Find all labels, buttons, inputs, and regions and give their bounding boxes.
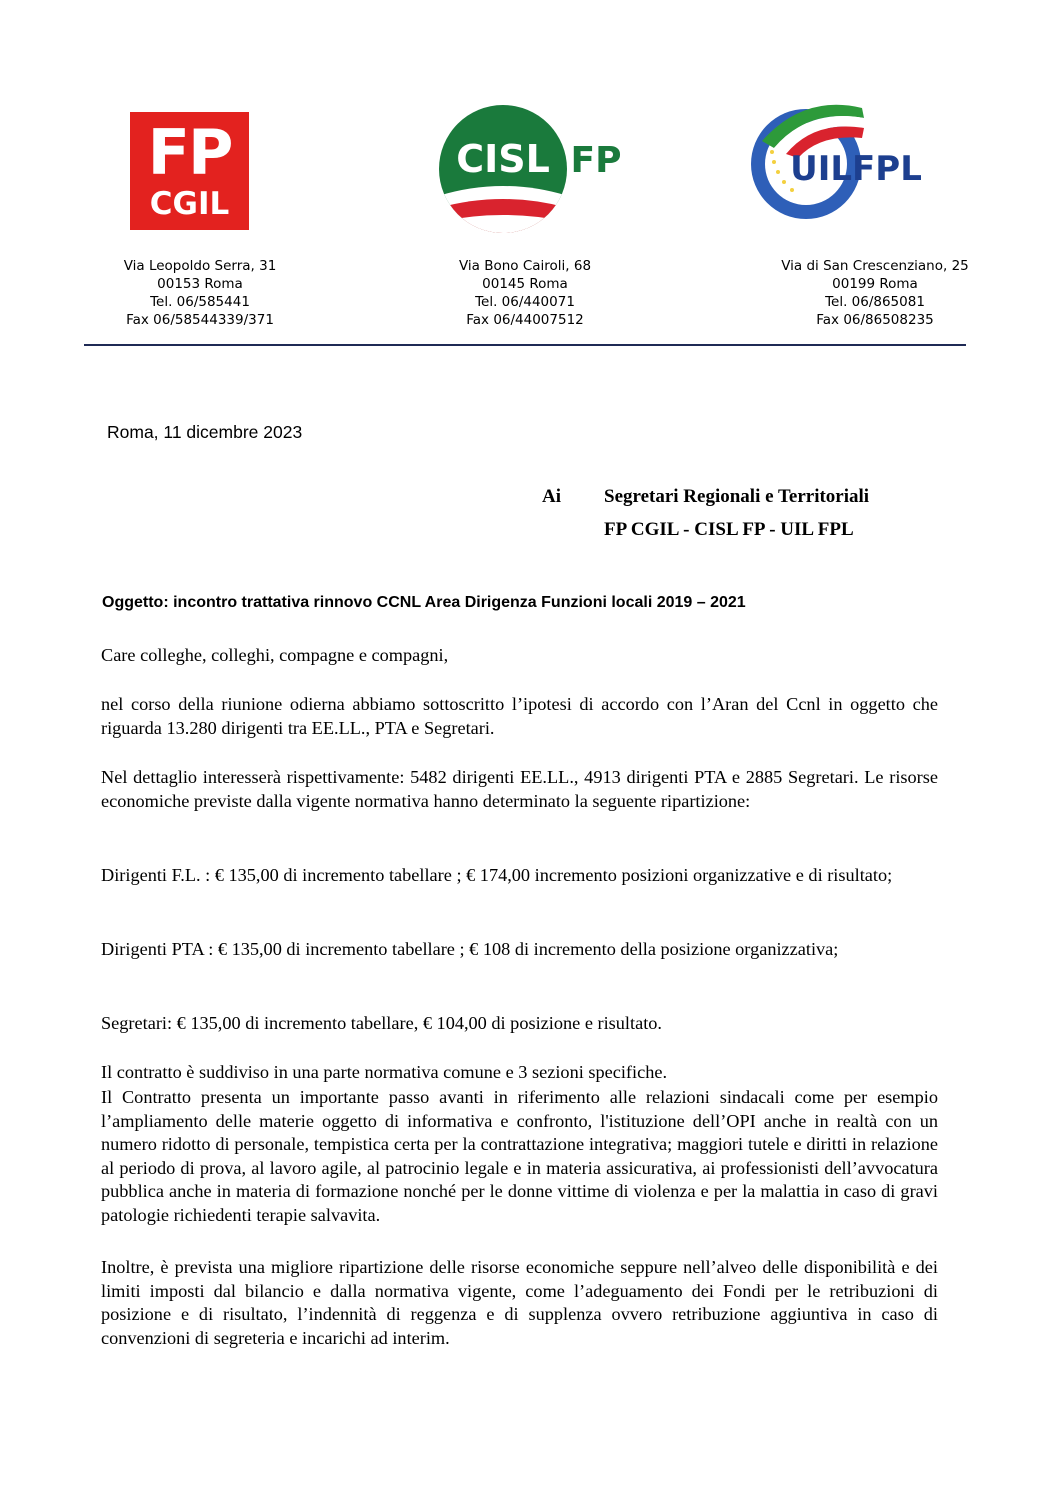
address-city: 00145 Roma (482, 276, 568, 292)
paragraph-2: Nel dettaglio interesserà rispettivamente: 5482 dirigenti EE.LL., 4913 dirigenti PTA e 2885 Segretari. Le risorse economiche previste dalla vigente normativa hanno determinato la seguente ripartizione: (101, 767, 938, 811)
address-phone: Tel. 06/585441 (150, 294, 250, 310)
address-fax: Fax 06/86508235 (816, 312, 934, 328)
recipient-line-1: Segretari Regionali e Territoriali (604, 486, 870, 507)
cisl-fp-logo (438, 104, 628, 234)
uil-fpl-address (760, 257, 990, 329)
uil-fpl-logo (744, 96, 934, 220)
cisl-logo-text: CISL (456, 137, 550, 181)
paragraph-8: Inoltre, è prevista una migliore ripartizione delle risorse economiche seppure nell’alveo delle disponibilità e dei limiti imposti dal bilancio e dalla normativa vigente, come l’adeguamento dei Fondi per le retribuzioni di posizione e di risultato, l’indennità di reggenza e di supplenza ovvero retribuzione aggiuntiva in caso di convenzioni di segreteria e incarichi ad interim. (101, 1257, 938, 1348)
fp-cgil-address (100, 257, 300, 329)
cisl-fp-address (425, 257, 625, 329)
letter-date: Roma, 11 dicembre 2023 (107, 422, 303, 442)
fp-cgil-logo-cgil: CGIL (149, 186, 230, 222)
address-fax: Fax 06/58544339/371 (126, 312, 274, 328)
fp-cgil-logo-fp: FP (147, 116, 232, 189)
uil-logo-text: UILFPL (790, 149, 922, 189)
cisl-logo-fp: FP (570, 140, 622, 181)
paragraph-7: Il Contratto presenta un importante passo avanti in riferimento alle relazioni sindacali come per esempio l’ampliamento delle materie oggetto di informativa e confronto, l'istituzione dell’OPI anche in realtà con un numero ridotto di personale, tempistica certa per la contrattazione integrativa; maggiori tutele e diritti in relazione al periodo di prova, al lavoro agile, al patrocinio legale e in materia assicurativa, ai professionisti dell’avvocatura pubblica anche in materia di formazione nonché per le donne vittime di violenza e per la malattia in caso di gravi patologie richiedenti terapie salvavita. (101, 1087, 938, 1225)
address-fax: Fax 06/44007512 (466, 312, 584, 328)
address-street: Via di San Crescenziano, 25 (781, 258, 969, 274)
address-city: 00199 Roma (832, 276, 918, 292)
letter-subject: Oggetto: incontro trattativa rinnovo CCNL Area Dirigenza Funzioni locali 2019 – 2021 (102, 594, 746, 611)
recipient-line-2: FP CGIL - CISL FP - UIL FPL (604, 519, 854, 540)
recipient-label: Ai (542, 486, 561, 507)
address-street: Via Bono Cairoli, 68 (458, 258, 592, 274)
fp-cgil-logo (130, 112, 249, 230)
address-phone: Tel. 06/440071 (475, 294, 575, 310)
recipient-block (604, 480, 869, 546)
header-divider (84, 344, 966, 346)
address-city: 00153 Roma (157, 276, 243, 292)
salutation: Care colleghe, colleghi, compagne e compagni, (101, 645, 449, 665)
address-phone: Tel. 06/865081 (825, 294, 925, 310)
paragraph-5: Segretari: € 135,00 di incremento tabellare, € 104,00 di posizione e risultato. (101, 1013, 662, 1033)
paragraph-3: Dirigenti F.L. : € 135,00 di incremento tabellare ; € 174,00 incremento posizioni organizzative e di risultato; (101, 865, 893, 885)
address-street: Via Leopoldo Serra, 31 (123, 258, 277, 274)
paragraph-1: nel corso della riunione odierna abbiamo sottoscritto l’ipotesi di accordo con l’Aran del Ccnl in oggetto che riguarda 13.280 dirigenti tra EE.LL., PTA e Segretari. (101, 694, 938, 738)
paragraph-4: Dirigenti PTA : € 135,00 di incremento tabellare ; € 108 di incremento della posizione organizzativa; (101, 939, 839, 959)
paragraph-6: Il contratto è suddiviso in una parte normativa comune e 3 sezioni specifiche. (101, 1062, 668, 1082)
